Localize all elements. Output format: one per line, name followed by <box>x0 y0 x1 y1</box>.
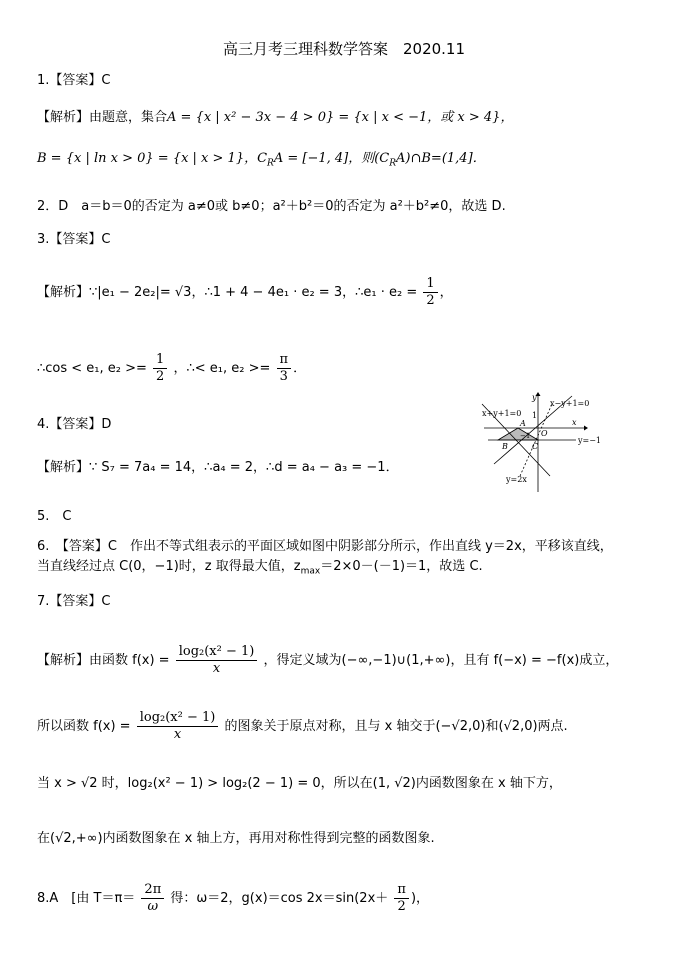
label-y: y <box>532 393 537 402</box>
q8-fraction-2pi-omega: $\frac{2\pi}{\omega}$ <box>141 882 164 915</box>
q6-line2 <box>37 558 483 581</box>
label-A: A <box>520 419 526 428</box>
q3-l2b: ，∴< e₁, e₂ >= <box>173 361 271 376</box>
q1-l1a: 【解析】由题意，集合 <box>37 110 168 125</box>
q1-analysis-line2 <box>37 150 486 173</box>
q1-analysis-line1 <box>37 109 513 127</box>
q7-fraction-fx-2: $\frac{\text{log₂(x² − 1)}}{x}$ <box>137 710 219 743</box>
q1-l2c: A = [−1, 4]，则(C <box>273 151 390 166</box>
page-title: 高三月考三理科数学答案 2020.11 <box>222 40 466 58</box>
q1-answer-head: 1.【答案】C <box>37 73 111 88</box>
q1-l2b: R <box>267 158 274 169</box>
q8-l1a: 8.A [由 T＝π＝ <box>37 891 136 906</box>
q3-fraction-half-2: $\frac{1}{2}$ <box>153 352 167 385</box>
x-axis-arrow <box>584 426 588 431</box>
label-C: C <box>532 442 539 451</box>
q1-l1b: A = {x | x² − 3x − 4 > 0} = {x | x < −1，或 x > 4}， <box>167 110 514 125</box>
q1-l2: B = {x | ln x > 0} = {x | x > 1}，C <box>37 151 268 166</box>
q3-answer-head: 3.【答案】C <box>37 232 111 247</box>
q6-l2: 当直线经过点 C(0，−1)时，z 取得最大值，z <box>37 559 301 574</box>
q7-l1b: ，得定义域为(−∞,−1)∪(1,+∞)，且有 f(−x) = −f(x)成立， <box>263 653 619 668</box>
q7-l1a: 【解析】由函数 f(x) = <box>37 653 170 668</box>
label-line1: x+y+1=0 <box>482 409 522 418</box>
q7-fraction-fx: $\frac{\text{log₂(x² − 1)}}{x}$ <box>176 644 258 677</box>
q3-fraction-half: $\frac{1}{2}$ <box>423 276 437 309</box>
q4-answer-head: 4.【答案】D <box>37 417 112 432</box>
q8-l1b: 得：ω＝2，g(x)＝cos 2x＝sin(2x＋ <box>170 891 389 906</box>
q3-analysis-line1 <box>37 276 453 309</box>
feasible-region-figure <box>476 392 616 492</box>
q6-line1: 6. 【答案】C 作出不等式组表示的平面区域如图中阴影部分所示，作出直线 y＝2x，平移该直线， <box>37 539 613 554</box>
q1-l2d: R <box>389 158 397 169</box>
q6-l2sub: max <box>300 566 321 577</box>
q8-l1c: )， <box>410 891 430 906</box>
q7-l2a: 所以函数 f(x) = <box>37 719 131 734</box>
label-O: O <box>541 429 548 438</box>
q3-l2a: ∴cos < e₁, e₂ >= <box>37 361 147 376</box>
label-y-2x: y=2x <box>506 475 527 484</box>
q7-analysis-line4: 在(√2,+∞)内函数图象在 x 轴上方，再用对称性得到完整的函数图象. <box>37 831 435 846</box>
q3-l2end: ． <box>293 361 307 376</box>
q1-l2e: A)∩B=(1,4]． <box>396 151 486 166</box>
q7-answer-head: 7.【答案】C <box>37 594 111 609</box>
q3-analysis-line2 <box>37 352 306 385</box>
q7-analysis-line3: 当 x > √2 时，log₂(x² − 1) > log₂(2 − 1) = 0，所以在(1, √2)内函数图象在 x 轴下方， <box>37 776 562 791</box>
q7-l2b: 的图象关于原点对称，且与 x 轴交于(−√2,0)和(√2,0)两点. <box>224 719 568 734</box>
q7-analysis-line1 <box>37 644 618 677</box>
label-x: x <box>572 418 577 427</box>
label-one: 1 <box>532 411 538 420</box>
q2-line: 2．D a＝b＝0的否定为 a≠0或 b≠0；a²＋b²＝0的否定为 a²＋b²≠0，故选 D. <box>37 199 506 214</box>
label-neg1: −1 <box>520 432 531 440</box>
q8-fraction-pi-half: $\frac{\pi}{2}$ <box>394 882 409 915</box>
label-line2: x−y+1=0 <box>550 399 590 408</box>
label-B: B <box>502 442 508 451</box>
q8-line <box>37 882 429 915</box>
q3-l1a: 【解析】∵|e₁ − 2e₂|= √3，∴1 + 4 − 4e₁ · e₂ = 3，∴e₁ · e₂ = <box>37 285 418 300</box>
shaded-region <box>498 428 538 440</box>
q3-fraction-pi-third: $\frac{\pi}{3}$ <box>277 352 292 385</box>
q3-l1end: ， <box>439 285 453 300</box>
q5-line: 5. C <box>37 509 72 524</box>
q6-l2b: ＝2×0－(－1)＝1，故选 C. <box>320 559 483 574</box>
q7-analysis-line2 <box>37 710 568 743</box>
q4-analysis-line: 【解析】∵ S₇ = 7a₄ = 14，∴a₄ = 2，∴d = a₄ − a₃ = −1． <box>37 460 399 475</box>
label-y-neg1: y=−1 <box>578 436 602 445</box>
